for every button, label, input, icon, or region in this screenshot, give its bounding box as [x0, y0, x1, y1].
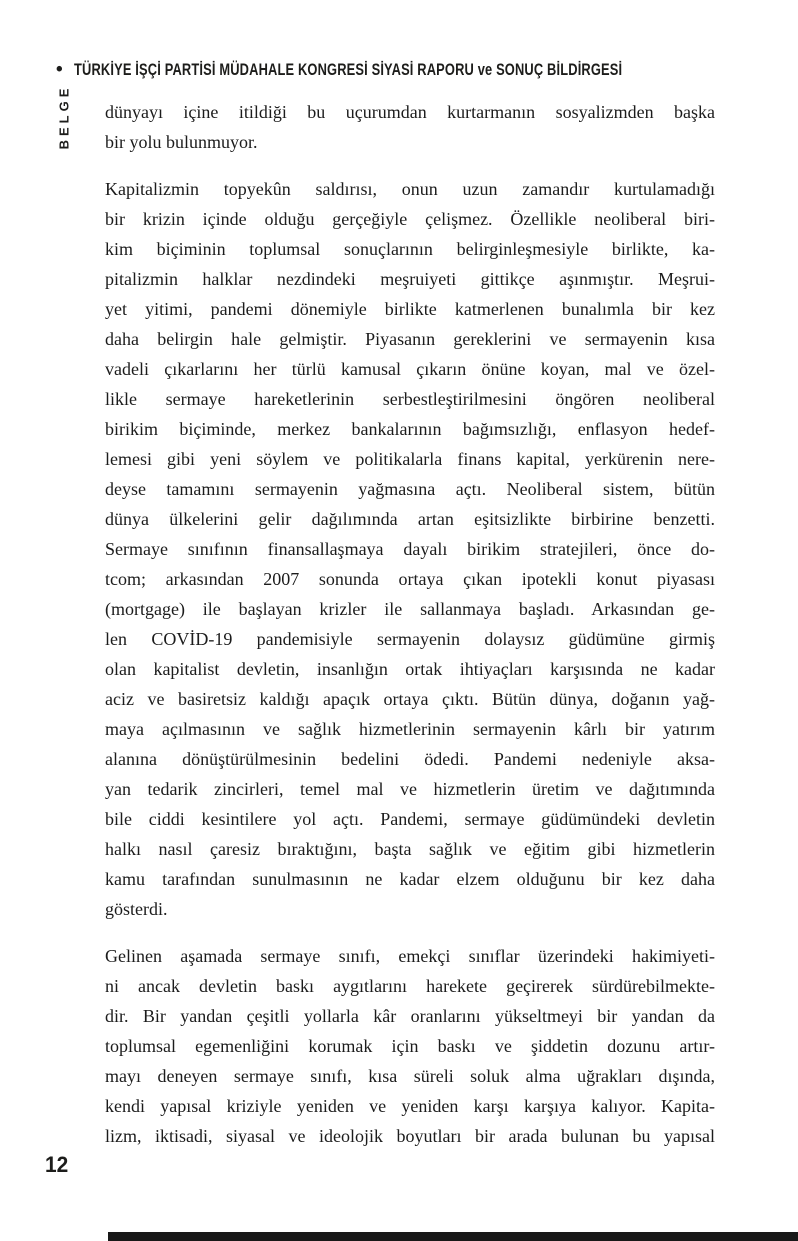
bottom-edge-bar	[108, 1232, 798, 1241]
text-line: dünya ülkelerini gelir dağılımında artan eşitsizlikte birbirine benzetti.	[105, 509, 715, 529]
text-line: toplumsal egemenliğini korumak için baskı ve şiddetin dozunu artır-	[105, 1036, 715, 1056]
page-number: 12	[45, 1152, 69, 1177]
text-line: yan tedarik zincirleri, temel mal ve hizmetlerin üretim ve dağıtımında	[105, 779, 715, 799]
text-line: Gelinen aşamada sermaye sınıfı, emekçi sınıflar üzerindeki hakimiyeti-	[105, 946, 715, 966]
text-line: birikim biçiminde, merkez bankalarının bağımsızlığı, enflasyon hedef-	[105, 419, 715, 439]
text-line: tcom; arkasından 2007 sonunda ortaya çıkan ipotekli konut piyasası	[105, 569, 715, 589]
body-text-column	[105, 97, 715, 1151]
text-line: deyse tamamını sermayenin yağmasına açtı. Neoliberal sistem, bütün	[105, 479, 715, 499]
text-line: yet yitimi, pandemi dönemiyle birlikte katmerlenen bunalımla bir kez	[105, 299, 715, 319]
text-line: alanına dönüştürülmesinin bedelini ödedi. Pandemi nedeniyle aksa-	[105, 749, 715, 769]
text-line: Kapitalizmin topyekûn saldırısı, onun uzun zamandır kurtulamadığı	[105, 179, 715, 199]
text-line: halkı nasıl çaresiz bıraktığını, başta sağlık ve eğitim gibi hizmetlerin	[105, 839, 715, 859]
text-line: kim biçiminin toplumsal sonuçlarının belirginleşmesiyle birlikte, ka-	[105, 239, 715, 259]
paragraph	[105, 941, 715, 1151]
side-label-belge: BELGE	[56, 84, 72, 150]
text-line: len COVİD-19 pandemisiyle sermayenin dolaysız güdümüne girmiş	[105, 629, 715, 649]
text-line: kendi yapısal kriziyle yeniden ve yeniden karşı karşıya kalıyor. Kapita-	[105, 1096, 715, 1116]
text-line: maya açılmasının ve sağlık hizmetlerinin sermayenin kârlı bir yatırım	[105, 719, 715, 739]
text-line: mayı deneyen sermaye sınıfı, kısa süreli soluk alma uğrakları dışında,	[105, 1066, 715, 1086]
running-header	[56, 60, 777, 80]
text-line: lizm, iktisadi, siyasal ve ideolojik boyutları bir arada bulunan bu yapısal	[105, 1126, 715, 1146]
text-line: bir krizin içinde olduğu gerçeğiyle çelişmez. Özellikle neoliberal biri-	[105, 209, 715, 229]
header-bullet-icon: •	[56, 59, 63, 80]
paragraph	[105, 174, 715, 924]
text-line: pitalizmin halklar nezdindeki meşruiyeti gittikçe aşınmıştır. Meşrui-	[105, 269, 715, 289]
text-line: olan kapitalist devletin, insanlığın ortak ihtiyaçları karşısında ne kadar	[105, 659, 715, 679]
text-line: aciz ve basiretsiz kaldığı apaçık ortaya çıktı. Bütün dünya, doğanın yağ-	[105, 689, 715, 709]
text-line: vadeli çıkarlarını her türlü kamusal çıkarın önüne koyan, mal ve özel-	[105, 359, 715, 379]
text-line: likle sermaye hareketlerinin serbestleştirilmesini öngören neoliberal	[105, 389, 715, 409]
text-line: daha belirgin hale gelmiştir. Piyasanın gereklerini ve sermayenin kısa	[105, 329, 715, 349]
text-line: ni ancak devletin baskı aygıtlarını harekete geçirerek sürdürebilmekte-	[105, 976, 715, 996]
text-line: dünyayı içine itildiği bu uçurumdan kurtarmanın sosyalizmden başka	[105, 102, 715, 122]
text-line: lemesi gibi yeni söylem ve politikalarla finans kapital, yerkürenin nere-	[105, 449, 715, 469]
text-line: kamu tarafından sunulmasının ne kadar elzem olduğunu bir kez daha	[105, 869, 715, 889]
text-line: gösterdi.	[105, 899, 168, 919]
text-line: (mortgage) ile başlayan krizler ile sallanmaya başladı. Arkasından ge-	[105, 599, 715, 619]
paragraph	[105, 97, 715, 157]
text-line: dir. Bir yandan çeşitli yollarla kâr oranlarını yükseltmeyi bir yandan da	[105, 1006, 715, 1026]
text-line: bir yolu bulunmuyor.	[105, 132, 258, 152]
text-line: bile ciddi kesintilere yol açtı. Pandemi, sermaye güdümündeki devletin	[105, 809, 715, 829]
header-title: TÜRKİYE İŞÇİ PARTİSİ MÜDAHALE KONGRESİ SİYASİ RAPORU ve SONUÇ BİLDİRGESİ	[73, 61, 622, 79]
text-line: Sermaye sınıfının finansallaşmaya dayalı birikim stratejileri, önce do-	[105, 539, 715, 559]
